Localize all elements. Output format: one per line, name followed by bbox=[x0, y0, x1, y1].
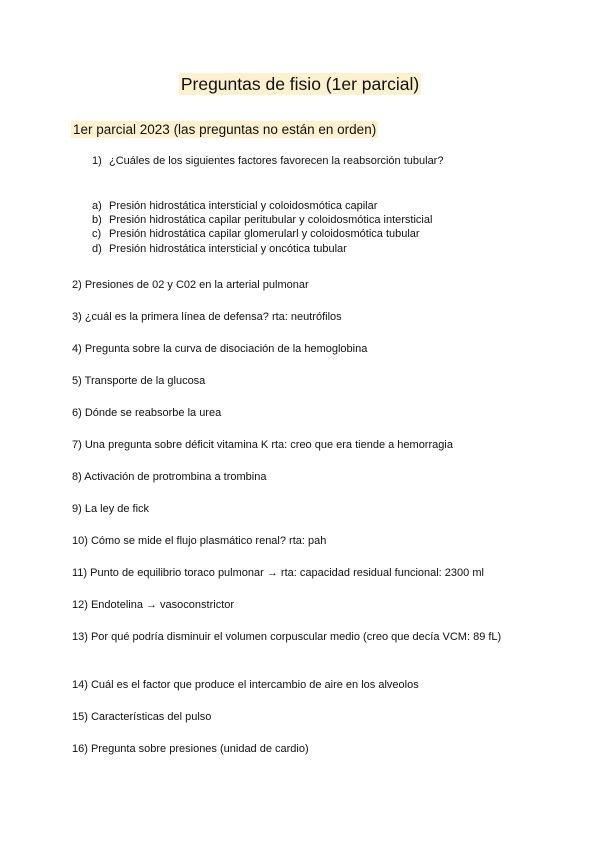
option-text: Presión hidrostática intersticial y oncótica tubular bbox=[109, 242, 347, 255]
option-text: Presión hidrostática intersticial y coloidosmótica capilar bbox=[109, 200, 378, 212]
page-title bbox=[0, 73, 600, 95]
question-item: 16) Pregunta sobre presiones (unidad de cardio) bbox=[72, 743, 309, 755]
option-d bbox=[92, 242, 432, 256]
question-item: 10) Cómo se mide el flujo plasmático renal? rta: pah bbox=[72, 535, 327, 547]
question-item: 8) Activación de protrombina a trombina bbox=[72, 471, 267, 483]
question-item: 4) Pregunta sobre la curva de disociación de la hemoglobina bbox=[72, 343, 368, 355]
option-text: Presión hidrostática capilar peritubular y coloidosmótica intersticial bbox=[109, 214, 433, 227]
option-letter: b) bbox=[92, 214, 102, 227]
question-item: 11) Punto de equilibrio toraco pulmonar → rta: capacidad residual funcional: 2300 ml bbox=[72, 567, 484, 579]
question-item: 9) La ley de fick bbox=[72, 503, 150, 515]
title-text: Preguntas de fisio (1er parcial) bbox=[180, 74, 420, 94]
question-item: 13) Por qué podría disminuir el volumen corpuscular medio (creo que decía VCM: 89 fL) bbox=[72, 631, 502, 643]
question-item: 14) Cuál es el factor que produce el intercambio de aire en los alveolos bbox=[72, 679, 419, 691]
question-item: 6) Dónde se reabsorbe la urea bbox=[72, 407, 222, 419]
question-1-options bbox=[92, 199, 432, 256]
question-item: 2) Presiones de 02 y C02 en la arterial pulmonar bbox=[72, 279, 309, 291]
question-item: 12) Endotelina → vasoconstrictor bbox=[72, 599, 235, 611]
question-1-text: ¿Cuáles de los siguientes factores favorecen la reabsorción tubular? bbox=[109, 155, 444, 167]
option-a bbox=[92, 199, 432, 213]
question-1-number: 1) bbox=[92, 155, 102, 167]
option-letter: d) bbox=[92, 242, 102, 255]
question-1 bbox=[92, 154, 443, 168]
question-item: 3) ¿cuál es la primera línea de defensa? rta: neutrófilos bbox=[72, 311, 342, 323]
question-item: 5) Transporte de la glucosa bbox=[72, 375, 206, 387]
subtitle-text: 1er parcial 2023 (las preguntas no están en orden) bbox=[73, 122, 377, 137]
question-item: 15) Características del pulso bbox=[72, 711, 212, 723]
option-text: Presión hidrostática capilar glomerularl y coloidosmótica tubular bbox=[109, 228, 420, 241]
option-letter: a) bbox=[92, 200, 102, 212]
option-b bbox=[92, 213, 432, 227]
option-letter: c) bbox=[92, 228, 102, 241]
question-item: 7) Una pregunta sobre déficit vitamina K rta: creo que era tiende a hemorragia bbox=[72, 439, 453, 451]
option-c bbox=[92, 227, 432, 241]
section-subtitle bbox=[71, 121, 378, 139]
